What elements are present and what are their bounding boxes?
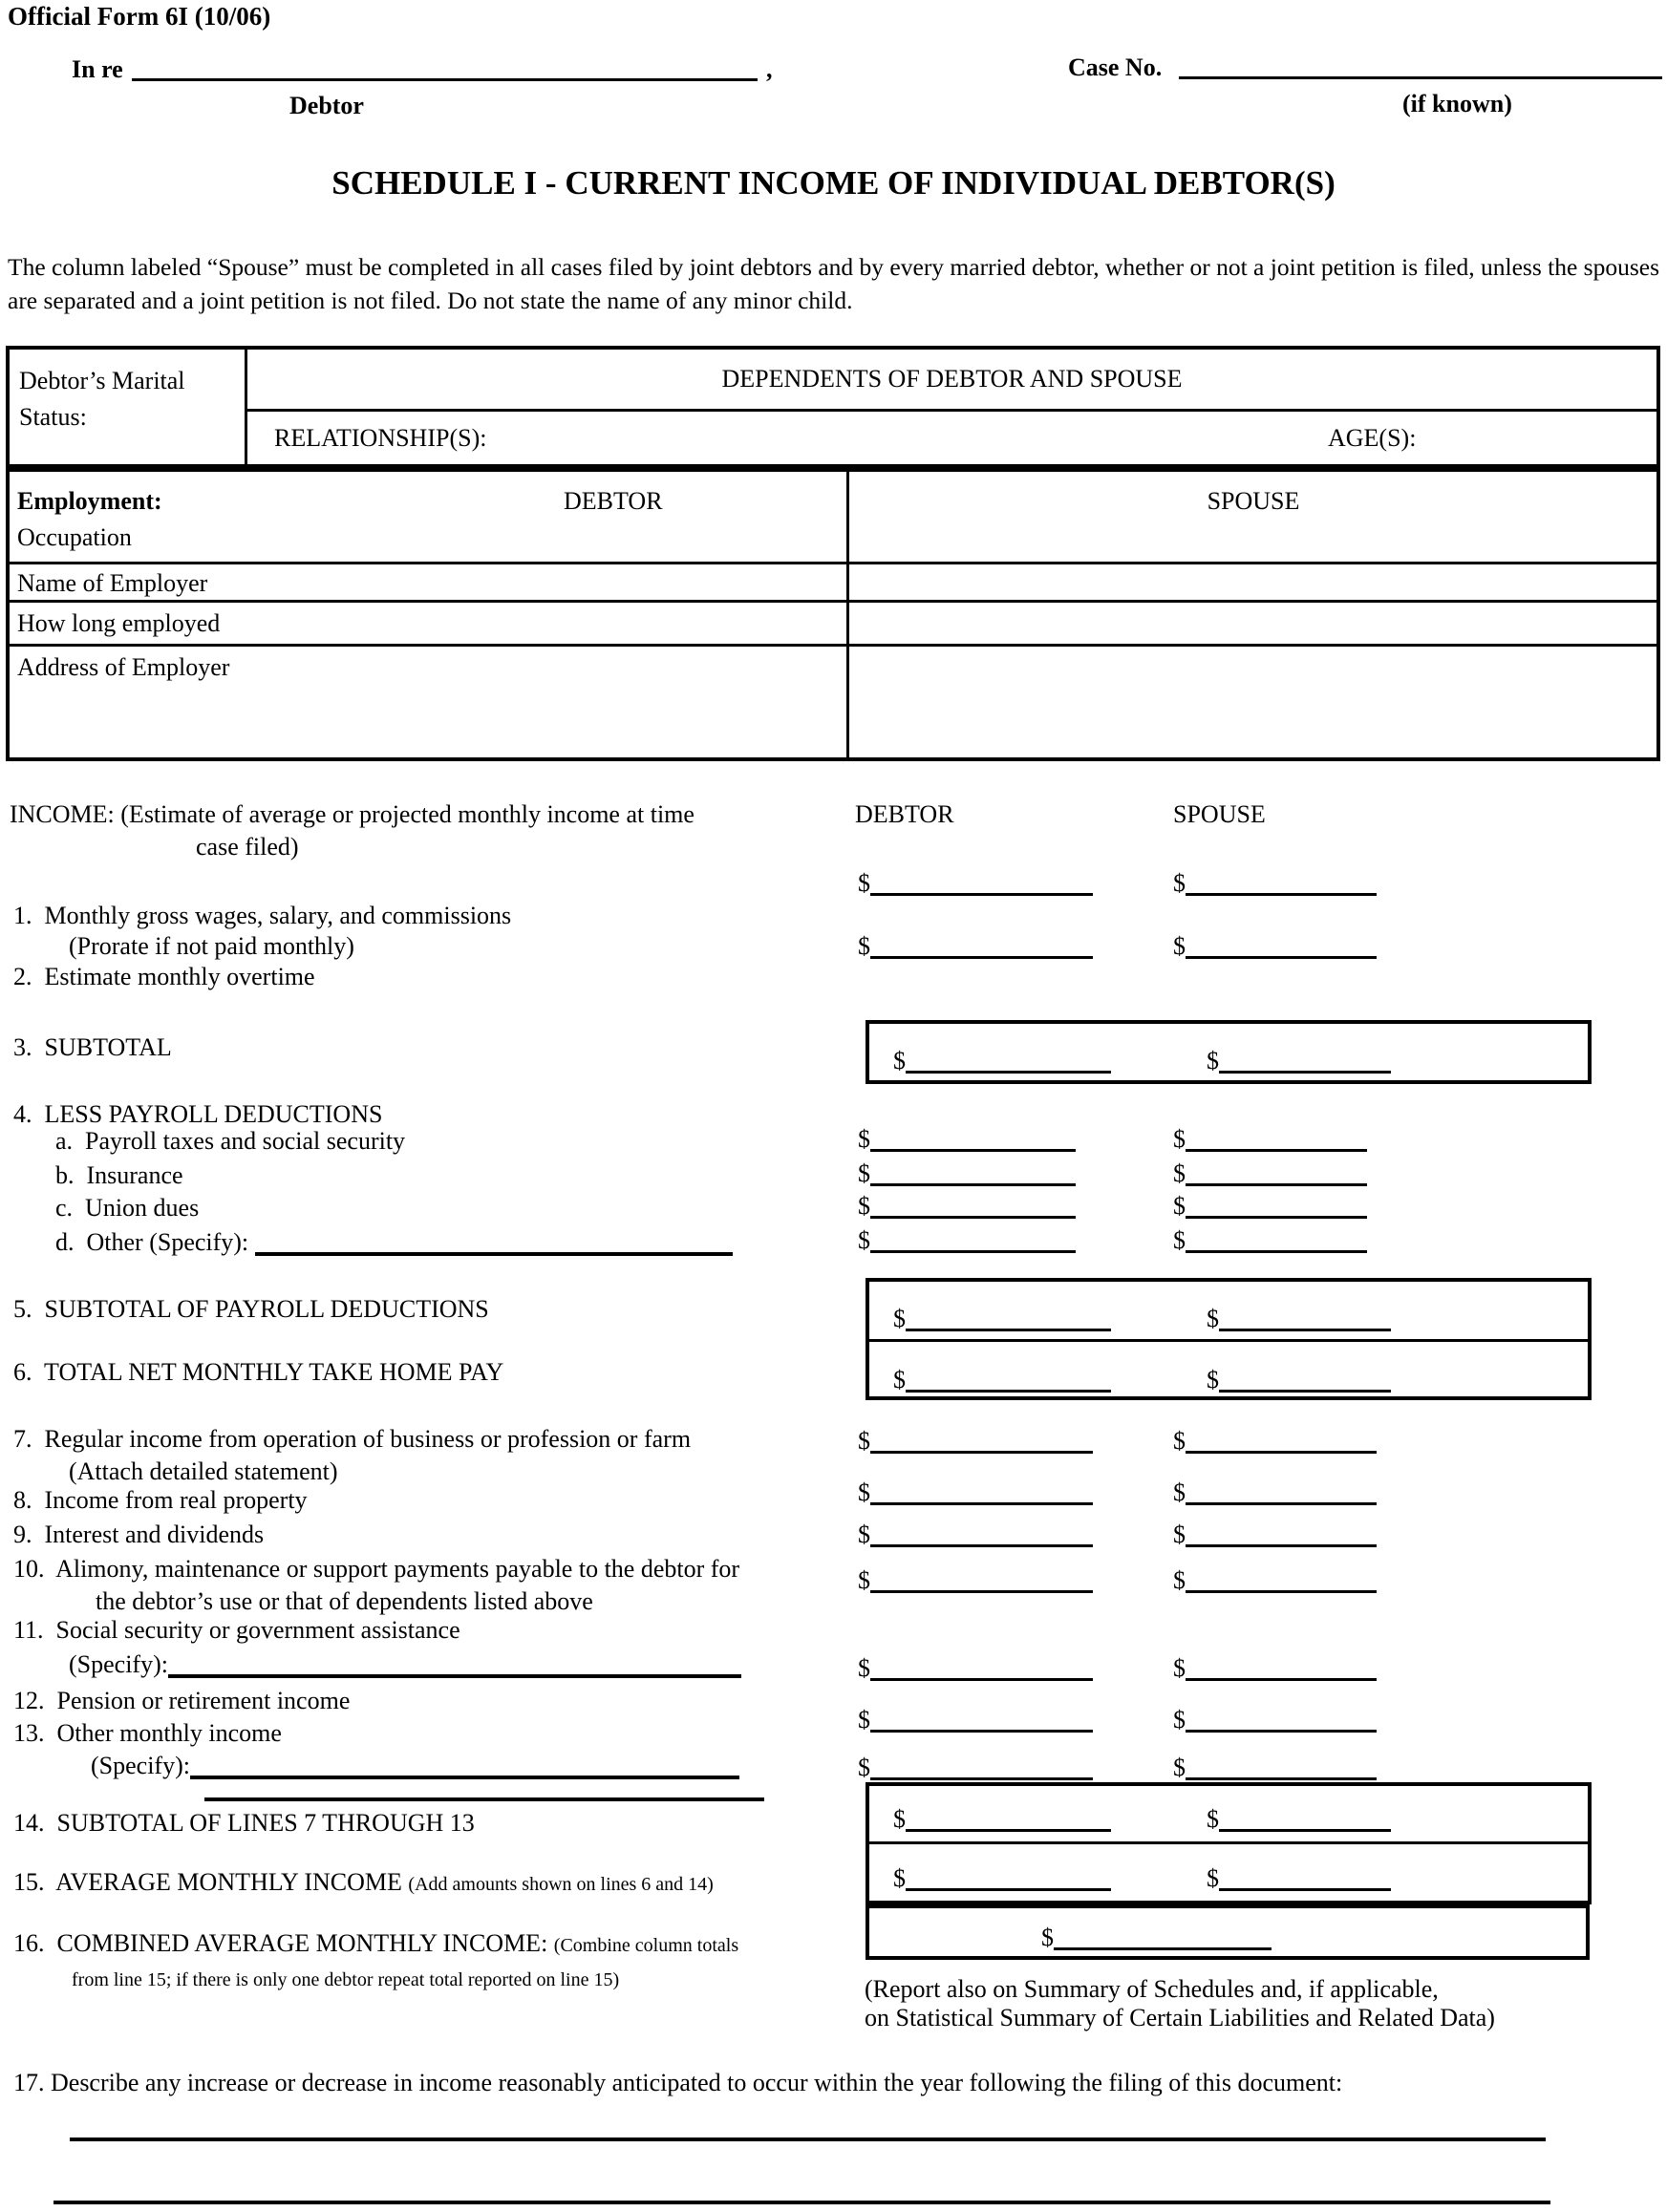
- income-line11-debtor-amount: [858, 1652, 1093, 1681]
- income-line7-debtor-amount: [858, 1425, 1093, 1454]
- dollar-sign: $: [858, 932, 870, 960]
- dollar-sign: $: [1173, 1521, 1186, 1548]
- income-item16-note-line1: (Combine column totals: [553, 1935, 739, 1956]
- line4c-spouse-amount-field[interactable]: [1186, 1193, 1367, 1219]
- dollar-sign: $: [1207, 1366, 1219, 1393]
- line6-spouse-amount-field[interactable]: [1219, 1367, 1391, 1393]
- income-item15-text: 15. AVERAGE MONTHLY INCOME: [13, 1868, 409, 1896]
- in-re-label: In re: [72, 55, 123, 83]
- line2-spouse-amount-field[interactable]: [1186, 933, 1377, 959]
- line3-spouse-amount-field[interactable]: [1219, 1048, 1391, 1074]
- line8-spouse-amount-field[interactable]: [1186, 1479, 1377, 1505]
- dollar-sign: $: [1173, 1706, 1186, 1733]
- income-line5-debtor-amount: [893, 1303, 1111, 1331]
- income-item4a-label: a. Payroll taxes and social security: [55, 1127, 406, 1155]
- address-of-employer-spouse-field[interactable]: [855, 649, 1648, 756]
- income-line13-spouse-amount: [1173, 1752, 1377, 1780]
- line4c-debtor-amount-field[interactable]: [870, 1193, 1076, 1219]
- income-line2-debtor-amount: [858, 930, 1093, 959]
- income-line4d-debtor-amount: [858, 1224, 1076, 1253]
- how-long-employed-label: How long employed: [17, 609, 221, 637]
- line13-debtor-amount-field[interactable]: [870, 1755, 1093, 1780]
- relationship-field[interactable]: [506, 420, 1309, 462]
- income-line9-spouse-amount: [1173, 1519, 1377, 1547]
- age-field[interactable]: [1433, 420, 1653, 462]
- dollar-sign: $: [858, 1125, 870, 1153]
- how-long-employed-spouse-field[interactable]: [855, 607, 1648, 640]
- employment-row-divider-1: [10, 562, 1657, 564]
- income-item10-label-line2: the debtor’s use or that of dependents listed above: [96, 1587, 593, 1615]
- dollar-sign: $: [858, 1706, 870, 1733]
- income-line15-debtor-amount: [893, 1862, 1111, 1891]
- if-known-caption: (if known): [1402, 90, 1512, 117]
- line11-debtor-amount-field[interactable]: [870, 1655, 1093, 1681]
- employment-table-column-divider: [846, 472, 849, 757]
- line4b-spouse-amount-field[interactable]: [1186, 1160, 1367, 1186]
- income-line8-debtor-amount: [858, 1477, 1093, 1505]
- income-line16-combined-amount: [1041, 1922, 1272, 1950]
- line12-debtor-amount-field[interactable]: [870, 1707, 1093, 1733]
- name-of-employer-spouse-field[interactable]: [855, 565, 1648, 596]
- income-line5-spouse-amount: [1207, 1303, 1391, 1331]
- income-line10-debtor-amount: [858, 1564, 1093, 1593]
- income-line4b-spouse-amount: [1173, 1158, 1367, 1186]
- dollar-sign: $: [858, 1566, 870, 1594]
- case-no-field[interactable]: [1179, 50, 1662, 79]
- line5-line6-box-divider: [869, 1339, 1588, 1342]
- line3-debtor-amount-field[interactable]: [906, 1048, 1111, 1074]
- employment-debtor-header: DEBTOR: [564, 487, 663, 515]
- marital-table-row-divider: [247, 409, 1656, 412]
- line10-spouse-amount-field[interactable]: [1186, 1567, 1377, 1593]
- dollar-sign: $: [858, 869, 870, 897]
- income-header-line2: case filed): [196, 833, 299, 861]
- in-re-comma: ,: [766, 55, 773, 83]
- line15-spouse-amount-field[interactable]: [1219, 1865, 1391, 1891]
- dollar-sign: $: [893, 1864, 906, 1892]
- line14-spouse-amount-field[interactable]: [1219, 1806, 1391, 1832]
- address-of-employer-debtor-field[interactable]: [248, 649, 822, 756]
- income-spouse-header: SPOUSE: [1173, 800, 1266, 828]
- income-item13-specify-text: (Specify):: [91, 1752, 190, 1779]
- income-item6-label: 6. TOTAL NET MONTHLY TAKE HOME PAY: [13, 1358, 504, 1386]
- dollar-sign: $: [1173, 869, 1186, 897]
- report-note-line1: (Report also on Summary of Schedules and, if applicable,: [865, 1975, 1439, 2003]
- dollar-sign: $: [858, 1478, 870, 1506]
- income-item17-label: 17. Describe any increase or decrease in income reasonably anticipated to occur within the year following the filing of this document:: [13, 2069, 1343, 2096]
- income-item12-label: 12. Pension or retirement income: [13, 1687, 351, 1714]
- income-item5-label: 5. SUBTOTAL OF PAYROLL DEDUCTIONS: [13, 1295, 489, 1323]
- line1-spouse-amount-field[interactable]: [1186, 870, 1377, 896]
- form-number: Official Form 6I (10/06): [8, 2, 271, 31]
- line13-specify-continuation-field[interactable]: [204, 1773, 764, 1801]
- dollar-sign: $: [1207, 1864, 1219, 1892]
- occupation-spouse-field[interactable]: [855, 521, 1648, 559]
- line16-combined-amount-field[interactable]: [1054, 1925, 1272, 1950]
- dollar-sign: $: [1173, 1125, 1186, 1153]
- line4d-debtor-amount-field[interactable]: [870, 1227, 1076, 1253]
- income-item4c-label: c. Union dues: [55, 1194, 200, 1222]
- line7-spouse-amount-field[interactable]: [1186, 1428, 1377, 1454]
- line11-specify-field[interactable]: [168, 1651, 741, 1678]
- dollar-sign: $: [858, 1654, 870, 1682]
- line5-debtor-amount-field[interactable]: [906, 1306, 1111, 1331]
- dollar-sign: $: [858, 1226, 870, 1254]
- income-line9-debtor-amount: [858, 1519, 1093, 1547]
- line13-spouse-amount-field[interactable]: [1186, 1755, 1377, 1780]
- dollar-sign: $: [893, 1805, 906, 1833]
- marital-status-label-line1: Debtor’s Marital: [19, 367, 185, 394]
- income-item14-label: 14. SUBTOTAL OF LINES 7 THROUGH 13: [13, 1809, 475, 1837]
- line4d-spouse-amount-field[interactable]: [1186, 1227, 1367, 1253]
- line7-debtor-amount-field[interactable]: [870, 1428, 1093, 1454]
- income-item2-label: 2. Estimate monthly overtime: [13, 963, 315, 990]
- dollar-sign: $: [858, 1521, 870, 1548]
- dollar-sign: $: [858, 1427, 870, 1455]
- income-item4d-label: [55, 1228, 733, 1257]
- income-line4d-spouse-amount: [1173, 1224, 1367, 1253]
- income-item11-specify-text: (Specify):: [69, 1650, 168, 1678]
- line12-spouse-amount-field[interactable]: [1186, 1707, 1377, 1733]
- income-item7-sub-label: (Attach detailed statement): [69, 1457, 338, 1485]
- income-debtor-header: DEBTOR: [855, 800, 954, 828]
- income-line13-debtor-amount: [858, 1752, 1093, 1780]
- income-line6-debtor-amount: [893, 1364, 1111, 1393]
- income-line1-spouse-amount: [1173, 867, 1377, 896]
- income-header-line1: INCOME: (Estimate of average or projected monthly income at time: [10, 800, 695, 828]
- income-line4c-debtor-amount: [858, 1190, 1076, 1219]
- income-item15-label: [13, 1868, 714, 1897]
- marital-status-field[interactable]: [17, 432, 237, 464]
- income-item3-label: 3. SUBTOTAL: [13, 1033, 172, 1061]
- income-line10-spouse-amount: [1173, 1564, 1377, 1593]
- income-item15-note: (Add amounts shown on lines 6 and 14): [408, 1874, 714, 1895]
- line4b-debtor-amount-field[interactable]: [870, 1160, 1076, 1186]
- relationship-label: RELATIONSHIP(S):: [274, 424, 487, 452]
- income-item8-label: 8. Income from real property: [13, 1486, 308, 1514]
- dollar-sign: $: [1173, 1427, 1186, 1455]
- income-item16-note-line2: from line 15; if there is only one debtor repeat total reported on line 15): [72, 1969, 620, 1990]
- income-item9-label: 9. Interest and dividends: [13, 1521, 265, 1548]
- line2-debtor-amount-field[interactable]: [870, 933, 1093, 959]
- line8-debtor-amount-field[interactable]: [870, 1479, 1093, 1505]
- dollar-sign: $: [1173, 932, 1186, 960]
- dollar-sign: $: [893, 1366, 906, 1393]
- income-line3-spouse-amount: [1207, 1045, 1391, 1074]
- income-line4a-debtor-amount: [858, 1123, 1076, 1152]
- line9-debtor-amount-field[interactable]: [870, 1521, 1093, 1547]
- income-line2-spouse-amount: [1173, 930, 1377, 959]
- employment-row-divider-2: [10, 600, 1657, 603]
- income-item4-label: 4. LESS PAYROLL DEDUCTIONS: [13, 1100, 383, 1128]
- income-line4a-spouse-amount: [1173, 1123, 1367, 1152]
- line1-debtor-amount-field[interactable]: [870, 870, 1093, 896]
- occupation-debtor-field[interactable]: [248, 521, 822, 559]
- employment-section-label: Employment:: [17, 487, 162, 515]
- income-line12-debtor-amount: [858, 1704, 1093, 1733]
- name-of-employer-label: Name of Employer: [17, 569, 208, 597]
- name-of-employer-debtor-field[interactable]: [248, 565, 822, 596]
- income-line8-spouse-amount: [1173, 1477, 1377, 1505]
- employment-spouse-header: SPOUSE: [1207, 487, 1300, 515]
- dollar-sign: $: [858, 1192, 870, 1220]
- income-line7-spouse-amount: [1173, 1425, 1377, 1454]
- line10-debtor-amount-field[interactable]: [870, 1567, 1093, 1593]
- dollar-sign: $: [1173, 1478, 1186, 1506]
- income-line6-spouse-amount: [1207, 1364, 1391, 1393]
- income-line12-spouse-amount: [1173, 1704, 1377, 1733]
- income-item7-label: 7. Regular income from operation of business or profession or farm: [13, 1425, 692, 1453]
- line5-spouse-amount-field[interactable]: [1219, 1306, 1391, 1331]
- line14-debtor-amount-field[interactable]: [906, 1806, 1111, 1832]
- address-of-employer-label: Address of Employer: [17, 653, 230, 681]
- income-item10-label: 10. Alimony, maintenance or support payments payable to the debtor for: [13, 1555, 740, 1583]
- dollar-sign: $: [1173, 1754, 1186, 1781]
- occupation-label: Occupation: [17, 523, 132, 551]
- dollar-sign: $: [1173, 1566, 1186, 1594]
- line4a-spouse-amount-field[interactable]: [1186, 1126, 1367, 1152]
- dollar-sign: $: [1207, 1047, 1219, 1074]
- debtor-name-field[interactable]: [132, 52, 758, 81]
- income-item4d-text: d. Other (Specify):: [55, 1228, 255, 1256]
- income-line15-spouse-amount: [1207, 1862, 1391, 1891]
- income-line1-debtor-amount: [858, 867, 1093, 896]
- income-item1-sub-label: (Prorate if not paid monthly): [69, 932, 354, 960]
- dollar-sign: $: [858, 1754, 870, 1781]
- line4d-other-specify-field[interactable]: [255, 1229, 733, 1256]
- income-item1-label: 1. Monthly gross wages, salary, and commissions: [13, 902, 512, 929]
- line17-answer-field-1[interactable]: [70, 2138, 1546, 2141]
- how-long-employed-debtor-field[interactable]: [248, 607, 822, 640]
- instructions-paragraph: The column labeled “Spouse” must be completed in all cases filed by joint debtors and by every married debtor, whether or not a joint petition is filed, unless the spouses are separated and a joint petition is not filed. Do not state the name of any minor child.: [8, 253, 1660, 314]
- dollar-sign: $: [1207, 1805, 1219, 1833]
- marital-status-label-line2: Status:: [19, 403, 87, 431]
- income-item11-specify: [69, 1650, 741, 1679]
- dollar-sign: $: [893, 1047, 906, 1074]
- income-item4b-label: b. Insurance: [55, 1161, 183, 1189]
- income-line11-spouse-amount: [1173, 1652, 1377, 1681]
- dollar-sign: $: [1173, 1654, 1186, 1682]
- income-line14-spouse-amount: [1207, 1803, 1391, 1832]
- dollar-sign: $: [893, 1305, 906, 1332]
- dollar-sign: $: [858, 1159, 870, 1187]
- debtor-caption: Debtor: [289, 92, 364, 119]
- dollar-sign: $: [1207, 1305, 1219, 1332]
- income-line4c-spouse-amount: [1173, 1190, 1367, 1219]
- income-line4b-debtor-amount: [858, 1158, 1076, 1186]
- dollar-sign: $: [1173, 1226, 1186, 1254]
- income-line14-debtor-amount: [893, 1803, 1111, 1832]
- income-item16-text: 16. COMBINED AVERAGE MONTHLY INCOME:: [13, 1929, 554, 1957]
- income-line3-debtor-amount: [893, 1045, 1111, 1074]
- dollar-sign: $: [1173, 1159, 1186, 1187]
- line15-debtor-amount-field[interactable]: [906, 1865, 1111, 1891]
- income-item16-label: [13, 1929, 738, 1958]
- page-title: SCHEDULE I - CURRENT INCOME OF INDIVIDUAL DEBTOR(S): [331, 164, 1336, 202]
- line6-debtor-amount-field[interactable]: [906, 1367, 1111, 1393]
- line17-answer-field-2[interactable]: [53, 2201, 1550, 2204]
- line4a-debtor-amount-field[interactable]: [870, 1126, 1076, 1152]
- income-item13-label: 13. Other monthly income: [13, 1719, 282, 1747]
- dollar-sign: $: [1041, 1924, 1054, 1951]
- dollar-sign: $: [1173, 1192, 1186, 1220]
- age-label: AGE(S):: [1328, 424, 1417, 452]
- employment-row-divider-3: [10, 644, 1657, 647]
- income-item11-label: 11. Social security or government assistance: [13, 1616, 460, 1644]
- line9-spouse-amount-field[interactable]: [1186, 1521, 1377, 1547]
- report-note-line2: on Statistical Summary of Certain Liabilities and Related Data): [865, 2004, 1495, 2031]
- case-no-label: Case No.: [1068, 53, 1163, 81]
- dependents-header: DEPENDENTS OF DEBTOR AND SPOUSE: [721, 365, 1183, 393]
- line11-spouse-amount-field[interactable]: [1186, 1655, 1377, 1681]
- line14-line15-box-divider: [869, 1841, 1588, 1844]
